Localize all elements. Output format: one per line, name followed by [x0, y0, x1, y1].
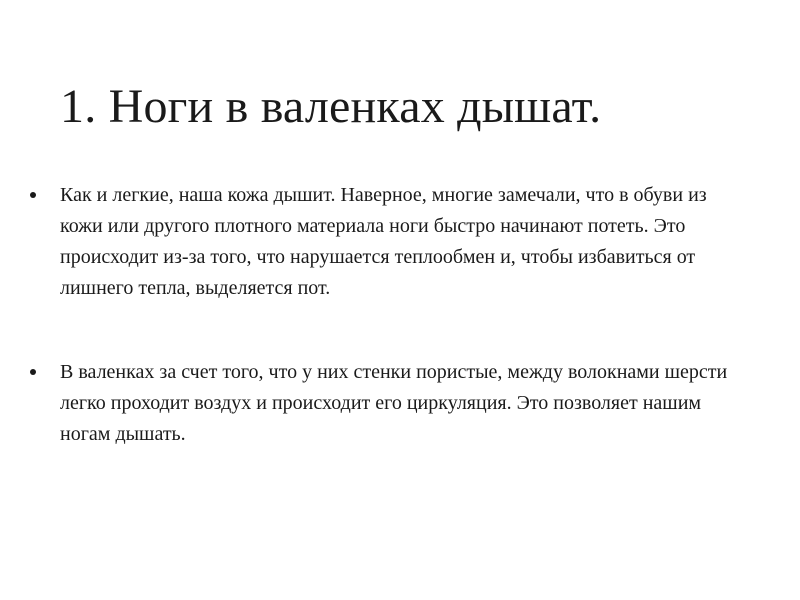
bullet-dot-icon [30, 192, 36, 198]
bullet-dot-icon [30, 369, 36, 375]
bullet-text: В валенках за счет того, что у них стенки пористые, между волокнами шерсти легко проходит воздух и происходит его циркуляция. Это позволяет нашим ногам дышать. [60, 361, 728, 445]
bullet-item [30, 357, 750, 450]
bullet-item [30, 180, 750, 304]
bullet-text: Как и легкие, наша кожа дышит. Наверное, многие замечали, что в обуви из кожи или другого плотного материала ноги быстро начинают потеть. Это происходит из-за того, что нарушается теплообмен и, чтобы избавиться от лишнего тепла, выделяется пот. [60, 184, 707, 299]
slide-title: 1. Ноги в валенках дышат. [60, 80, 602, 133]
bullet-list [30, 180, 750, 450]
